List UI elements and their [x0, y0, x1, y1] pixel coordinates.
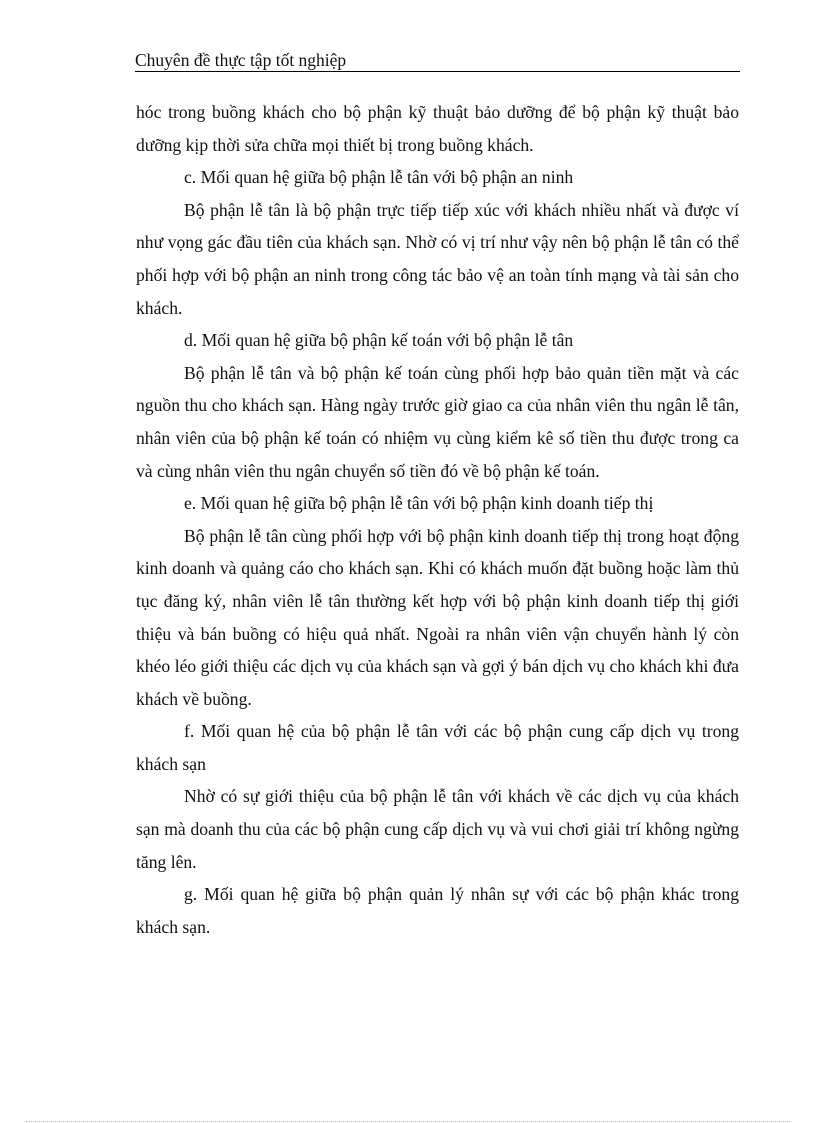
paragraph-accounting: Bộ phận lễ tân và bộ phận kế toán cùng phối hợp bảo quản tiền mặt và các nguồn thu cho khách sạn. Hàng ngày trước giờ giao ca của nhân viên thu ngân lễ tân, nhân viên của bộ phận kế toán có nhiệm vụ cùng kiểm kê số tiền thu được trong ca và cùng nhân viên thu ngân chuyển số tiền đó về bộ phận kế toán.: [136, 362, 739, 481]
section-heading-g: g. Mối quan hệ giữa bộ phận quản lý nhân sự với các bộ phận khác trong khách sạn.: [136, 884, 739, 937]
paragraph-security: Bộ phận lễ tân là bộ phận trực tiếp tiếp xúc với khách nhiều nhất và được ví như vọng gác đầu tiên của khách sạn. Nhờ có vị trí như vậy nên bộ phận lễ tân có thể phối hợp với bộ phận an ninh trong công tác bảo vệ an toàn tính mạng và tài sản cho khách.: [136, 199, 739, 318]
page-header: Chuyên đề thực tập tốt nghiệp: [135, 49, 740, 72]
section-heading-c: c. Mối quan hệ giữa bộ phận lễ tân với bộ phận an ninh: [184, 167, 574, 188]
paragraph-marketing: Bộ phận lễ tân cùng phối hợp với bộ phận kinh doanh tiếp thị trong hoạt động kinh doanh và quảng cáo cho khách sạn. Khi có khách muốn đặt buồng hoặc làm thủ tục đăng ký, nhân viên lễ tân thường kết hợp với bộ phận kinh doanh tiếp thị giới thiệu và bán buồng có hiệu quả nhất. Ngoài ra nhân viên vận chuyển hành lý còn khéo léo giới thiệu các dịch vụ của khách sạn và gợi ý bán dịch vụ cho khách khi đưa khách về buồng.: [136, 525, 739, 709]
document-body: [136, 96, 739, 943]
page-bottom-divider: [26, 1121, 790, 1122]
paragraph-continuation: hóc trong buồng khách cho bộ phận kỹ thuật bảo dưỡng để bộ phận kỹ thuật bảo dưỡng kịp thời sửa chữa mọi thiết bị trong buồng khách.: [136, 102, 739, 155]
section-heading-e: e. Mối quan hệ giữa bộ phận lễ tân với bộ phận kinh doanh tiếp thị: [184, 493, 654, 514]
paragraph-services: Nhờ có sự giới thiệu của bộ phận lễ tân với khách về các dịch vụ của khách sạn mà doanh thu của các bộ phận cung cấp dịch vụ và vui chơi giải trí không ngừng tăng lên.: [136, 786, 739, 872]
section-heading-d: d. Mối quan hệ giữa bộ phận kế toán với bộ phận lễ tân: [184, 330, 574, 351]
section-heading-f: f. Mối quan hệ của bộ phận lễ tân với các bộ phận cung cấp dịch vụ trong khách sạn: [136, 721, 739, 774]
